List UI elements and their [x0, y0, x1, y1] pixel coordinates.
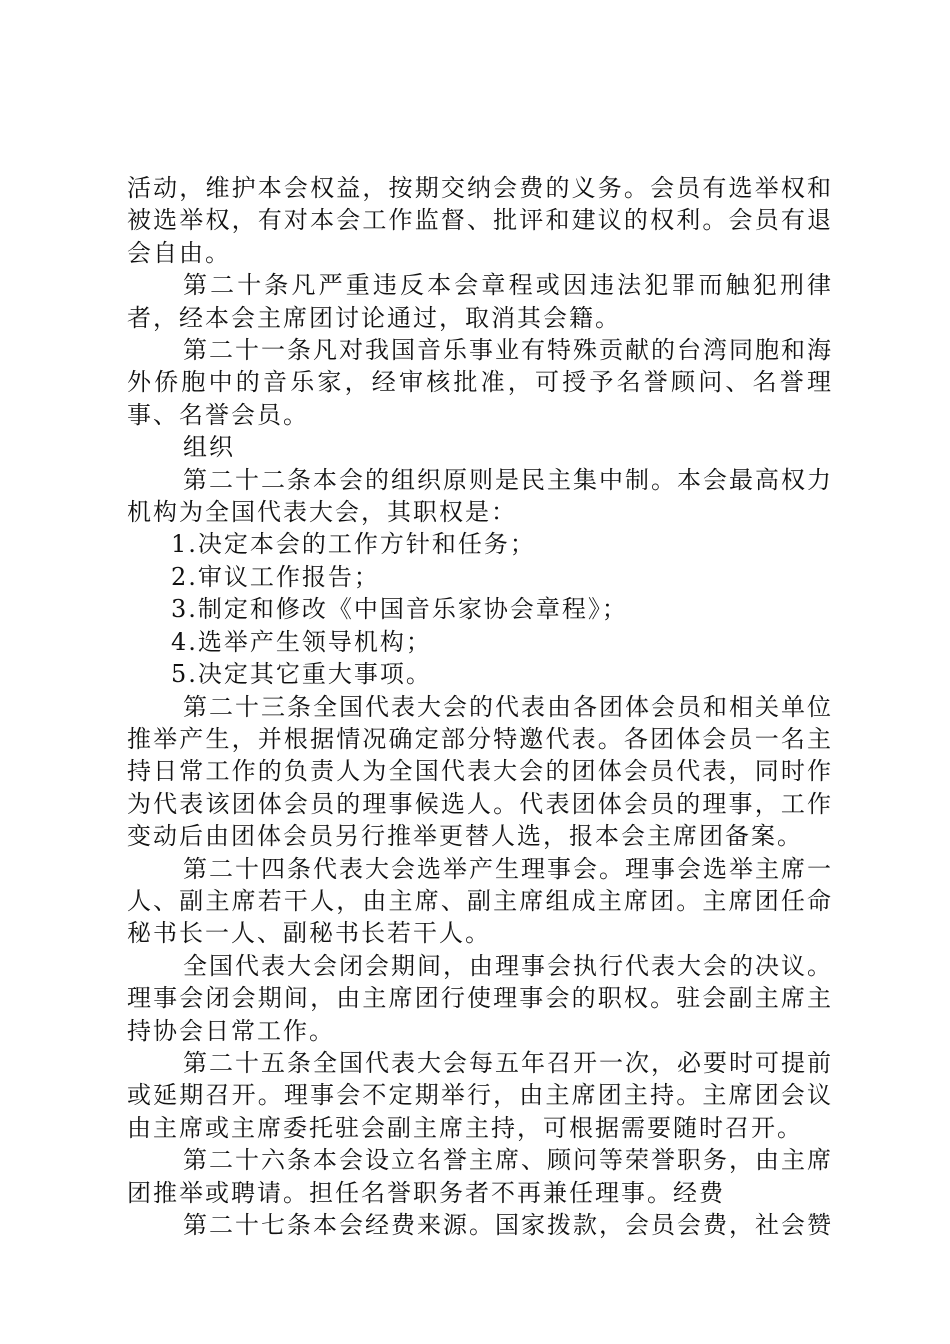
paragraph-article-21: 第二十一条凡对我国音乐事业有特殊贡献的台湾同胞和海外侨胞中的音乐家，经审核批准，可授予名誉顾问、名誉理事、名誉会员。 — [127, 336, 833, 429]
list-item: 1.决定本会的工作方针和任务； — [171, 530, 536, 559]
list-item: 5.决定其它重大事项。 — [171, 660, 432, 689]
paragraph-article-26: 第二十六条本会设立名誉主席、顾问等荣誉职务，由主席团推举或聘请。担任名誉职务者不再兼任理事。经费 — [127, 1146, 833, 1207]
paragraph-article-22: 第二十二条本会的组织原则是民主集中制。本会最高权力机构为全国代表大会，其职权是： — [127, 465, 833, 527]
list-item: 2.审议工作报告； — [171, 562, 380, 591]
paragraph-article-27: 第二十七条本会经费来源。国家拨款，会员会费，社会赞 — [183, 1211, 833, 1239]
paragraph-article-23: 第二十三条全国代表大会的代表由各团体会员和相关单位推举产生，并根据情况确定部分特邀代表。各团体会员一名主持日常工作的负责人为全国代表大会的团体会员代表，同时作为代表该团体会员的理事候选人。代表团体会员的理事，工作变动后由团体会员另行推举更替人选，报本会主席团备案。 — [127, 692, 833, 851]
paragraph-continuation: 活动，维护本会权益，按期交纳会费的义务。会员有选举权和被选举权，有对本会工作监督、批评和建议的权利。会员有退会自由。 — [127, 174, 833, 267]
section-heading-organization: 组织 — [183, 433, 235, 462]
paragraph-recess-period: 全国代表大会闭会期间，由理事会执行代表大会的决议。理事会闭会期间，由主席团行使理事会的职权。驻会副主席主持协会日常工作。 — [127, 951, 833, 1045]
paragraph-article-25: 第二十五条全国代表大会每五年召开一次，必要时可提前或延期召开。理事会不定期举行，由主席团主持。主席团会议由主席或主席委托驻会副主席主持，可根据需要随时召开。 — [127, 1048, 833, 1142]
document-body — [127, 172, 833, 1241]
paragraph-article-24: 第二十四条代表大会选举产生理事会。理事会选举主席一人、副主席若干人，由主席、副主席组成主席团。主席团任命秘书长一人、副秘书长若干人。 — [127, 854, 833, 948]
paragraph-article-20: 第二十条凡严重违反本会章程或因违法犯罪而触犯刑律者，经本会主席团讨论通过，取消其会籍。 — [127, 271, 833, 332]
list-item: 3.制定和修改《中国音乐家协会章程》； — [171, 595, 628, 624]
list-item: 4.选举产生领导机构； — [171, 627, 432, 656]
